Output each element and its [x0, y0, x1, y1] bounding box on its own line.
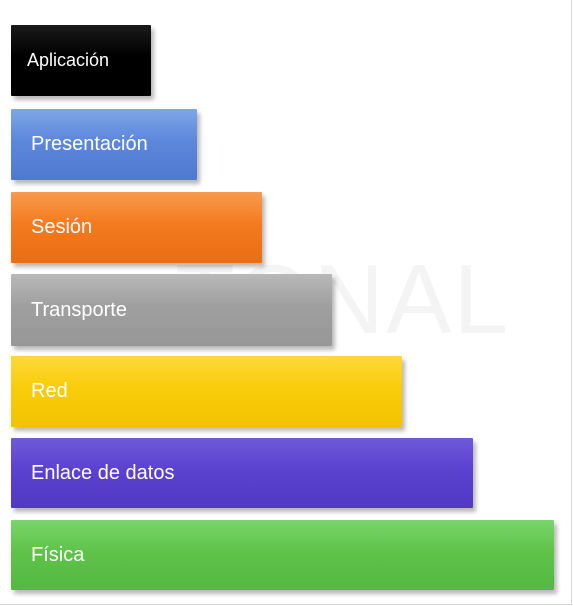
layer-label-aplicacion: Aplicación — [27, 50, 110, 70]
layer-enlace-de-datos — [11, 438, 473, 508]
layer-label-presentacion: Presentación — [31, 133, 148, 155]
layer-label-sesion: Sesión — [31, 216, 93, 238]
layer-aplicacion — [11, 25, 151, 96]
layer-red — [11, 356, 402, 427]
layer-label-transporte: Transporte — [31, 298, 127, 321]
layer-presentacion — [11, 109, 197, 180]
layer-transporte — [11, 274, 332, 346]
layer-fisica — [11, 520, 554, 590]
layer-sesion — [11, 192, 262, 263]
layer-label-enlace-de-datos: Enlace de datos — [31, 461, 175, 484]
layer-label-fisica: Física — [31, 543, 85, 566]
layer-label-red: Red — [31, 380, 68, 402]
